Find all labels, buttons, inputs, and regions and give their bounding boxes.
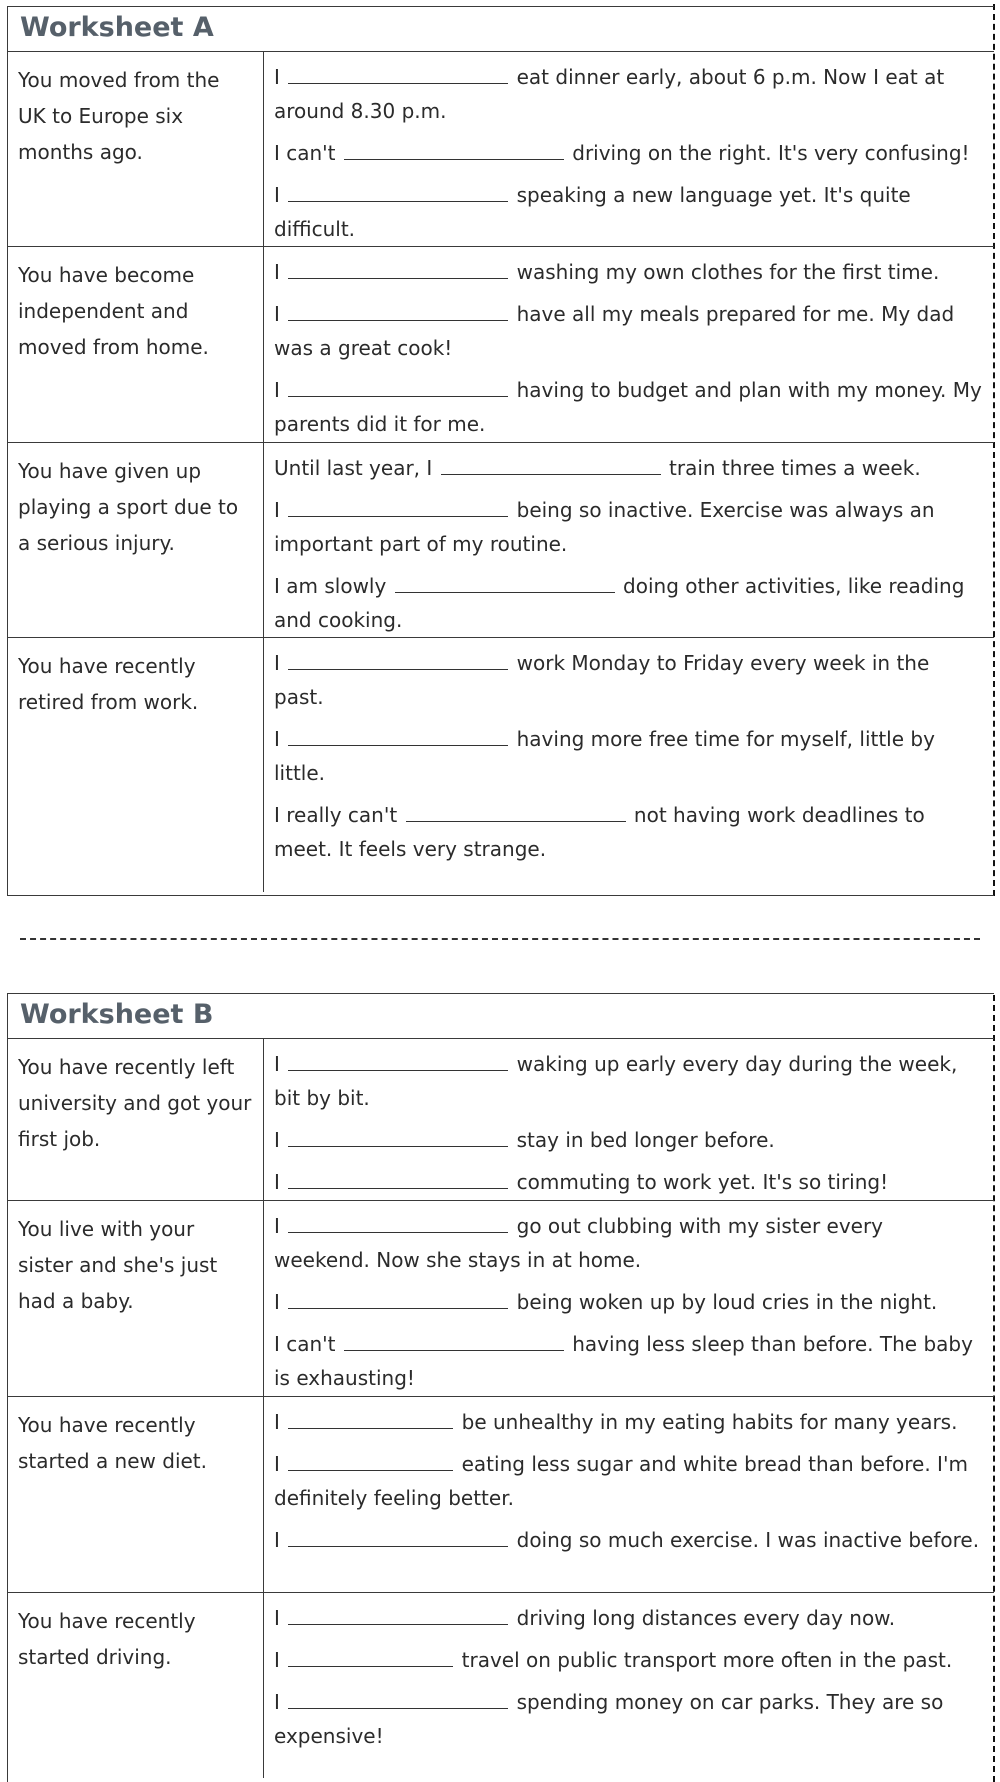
sentence-end: train three times a week. bbox=[669, 456, 921, 480]
answer-blank[interactable] bbox=[288, 1602, 508, 1625]
worksheet-a-row-4 bbox=[8, 638, 994, 892]
answer-blank[interactable] bbox=[288, 1166, 508, 1189]
sentence-start: I bbox=[274, 498, 280, 522]
worksheet-b-row-2 bbox=[8, 1201, 994, 1397]
gap-sentence bbox=[274, 1285, 984, 1319]
sentence-start: I bbox=[274, 378, 280, 402]
situation-text: You have given up playing a sport due to a serious injury. bbox=[8, 443, 264, 637]
sentence-start: I really can't bbox=[274, 803, 398, 827]
sentence-start: I bbox=[274, 1606, 280, 1630]
sentence-end: travel on public transport more often in the past. bbox=[461, 1648, 953, 1672]
sentence-end: eating less sugar and white bread than before. I'm definitely feeling better. bbox=[274, 1452, 968, 1510]
sentence-end: speaking a new language yet. It's quite difficult. bbox=[274, 183, 911, 241]
sentence-start: I bbox=[274, 1170, 280, 1194]
gap-sentence bbox=[274, 1601, 984, 1635]
gap-sentence bbox=[274, 1209, 984, 1277]
sentence-start: I bbox=[274, 260, 280, 284]
sentence-start: I bbox=[274, 1452, 280, 1476]
sentence-start: I can't bbox=[274, 141, 336, 165]
sentence-start: I bbox=[274, 1052, 280, 1076]
gap-sentence bbox=[274, 1047, 984, 1115]
worksheet-b-row-3 bbox=[8, 1397, 994, 1593]
gap-sentence bbox=[274, 136, 984, 170]
situation-text: You have recently started a new diet. bbox=[8, 1397, 264, 1592]
worksheet-b-row-4 bbox=[8, 1593, 994, 1778]
sentence-start: I bbox=[274, 1290, 280, 1314]
worksheet-a bbox=[7, 6, 994, 896]
sentence-start: I am slowly bbox=[274, 574, 387, 598]
answer-blank[interactable] bbox=[288, 1448, 453, 1471]
sentence-list bbox=[264, 1593, 994, 1778]
answer-blank[interactable] bbox=[288, 494, 508, 517]
worksheet-b-row-1 bbox=[8, 1039, 994, 1201]
sentence-end: having more free time for myself, little by little. bbox=[274, 727, 935, 785]
sentence-start: I can't bbox=[274, 1332, 336, 1356]
gap-sentence bbox=[274, 569, 984, 637]
worksheet-a-row-2 bbox=[8, 247, 994, 443]
gap-sentence bbox=[274, 722, 984, 790]
worksheet-b-title: Worksheet B bbox=[20, 999, 214, 1030]
sentence-end: spending money on car parks. They are so expensive! bbox=[274, 1690, 944, 1748]
gap-sentence bbox=[274, 1405, 984, 1439]
answer-blank[interactable] bbox=[288, 298, 508, 321]
answer-blank[interactable] bbox=[288, 1048, 508, 1071]
situation-text: You have recently started driving. bbox=[8, 1593, 264, 1778]
sentence-end: having less sleep than before. The baby is exhausting! bbox=[274, 1332, 973, 1390]
gap-sentence bbox=[274, 1523, 984, 1557]
worksheet-a-row-1 bbox=[8, 52, 994, 247]
gap-sentence bbox=[274, 60, 984, 128]
sentence-start: I bbox=[274, 727, 280, 751]
answer-blank[interactable] bbox=[288, 647, 508, 670]
answer-blank[interactable] bbox=[288, 723, 508, 746]
sentence-list bbox=[264, 1201, 994, 1396]
gap-sentence bbox=[274, 646, 984, 714]
sentence-start: I bbox=[274, 65, 280, 89]
situation-text: You have recently left university and got your first job. bbox=[8, 1039, 264, 1200]
answer-blank[interactable] bbox=[441, 452, 661, 475]
answer-blank[interactable] bbox=[288, 1686, 508, 1709]
gap-sentence bbox=[274, 798, 984, 866]
gap-sentence bbox=[274, 178, 984, 246]
situation-text: You moved from the UK to Europe six months ago. bbox=[8, 52, 264, 246]
sentence-end: being woken up by loud cries in the night. bbox=[516, 1290, 938, 1314]
sentence-end: washing my own clothes for the first time. bbox=[516, 260, 940, 284]
sentence-end: being so inactive. Exercise was always an important part of my routine. bbox=[274, 498, 935, 556]
answer-blank[interactable] bbox=[288, 374, 508, 397]
sentence-list bbox=[264, 52, 994, 246]
gap-sentence bbox=[274, 1123, 984, 1157]
worksheet-a-title: Worksheet A bbox=[20, 12, 214, 43]
situation-text: You have recently retired from work. bbox=[8, 638, 264, 892]
sentence-start: I bbox=[274, 302, 280, 326]
sentence-start: Until last year, I bbox=[274, 456, 433, 480]
sentence-end: be unhealthy in my eating habits for many years. bbox=[461, 1410, 958, 1434]
sentence-start: I bbox=[274, 183, 280, 207]
sentence-end: work Monday to Friday every week in the past. bbox=[274, 651, 930, 709]
cut-line-horizontal bbox=[20, 938, 980, 940]
answer-blank[interactable] bbox=[288, 256, 508, 279]
sentence-start: I bbox=[274, 1648, 280, 1672]
gap-sentence bbox=[274, 1447, 984, 1515]
sentence-list bbox=[264, 1039, 994, 1200]
gap-sentence bbox=[274, 1165, 984, 1199]
gap-sentence bbox=[274, 1643, 984, 1677]
sentence-end: go out clubbing with my sister every weekend. Now she stays in at home. bbox=[274, 1214, 884, 1272]
sentence-end: waking up early every day during the week, bit by bit. bbox=[274, 1052, 958, 1110]
sentence-end: stay in bed longer before. bbox=[516, 1128, 775, 1152]
worksheet-a-row-3 bbox=[8, 443, 994, 638]
worksheet-a-header bbox=[8, 6, 994, 52]
sentence-end: have all my meals prepared for me. My dad was a great cook! bbox=[274, 302, 955, 360]
answer-blank[interactable] bbox=[288, 179, 508, 202]
worksheet-b-header bbox=[8, 993, 994, 1039]
worksheet-b bbox=[7, 993, 994, 1782]
sentence-start: I bbox=[274, 1690, 280, 1714]
answer-blank[interactable] bbox=[288, 1524, 508, 1547]
answer-blank[interactable] bbox=[288, 1286, 508, 1309]
sentence-end: doing so much exercise. I was inactive before. bbox=[516, 1528, 980, 1552]
sentence-end: doing other activities, like reading and cooking. bbox=[274, 574, 965, 632]
answer-blank[interactable] bbox=[288, 1644, 453, 1667]
answer-blank[interactable] bbox=[288, 1406, 453, 1429]
sentence-start: I bbox=[274, 1410, 280, 1434]
sentence-end: not having work deadlines to meet. It feels very strange. bbox=[274, 803, 925, 861]
sentence-start: I bbox=[274, 1128, 280, 1152]
answer-blank[interactable] bbox=[288, 1210, 508, 1233]
sentence-list bbox=[264, 638, 994, 892]
answer-blank[interactable] bbox=[406, 799, 626, 822]
gap-sentence bbox=[274, 451, 984, 485]
sentence-start: I bbox=[274, 651, 280, 675]
answer-blank[interactable] bbox=[344, 137, 564, 160]
sentence-end: commuting to work yet. It's so tiring! bbox=[516, 1170, 889, 1194]
gap-sentence bbox=[274, 373, 984, 441]
sentence-end: eat dinner early, about 6 p.m. Now I eat at around 8.30 p.m. bbox=[274, 65, 945, 123]
answer-blank[interactable] bbox=[395, 570, 615, 593]
sentence-end: driving on the right. It's very confusing! bbox=[572, 141, 970, 165]
sentence-list bbox=[264, 247, 994, 442]
answer-blank[interactable] bbox=[288, 1124, 508, 1147]
gap-sentence bbox=[274, 297, 984, 365]
sentence-end: driving long distances every day now. bbox=[516, 1606, 896, 1630]
gap-sentence bbox=[274, 1685, 984, 1753]
answer-blank[interactable] bbox=[288, 61, 508, 84]
sentence-start: I bbox=[274, 1528, 280, 1552]
sentence-list bbox=[264, 1397, 994, 1592]
situation-text: You have become independent and moved from home. bbox=[8, 247, 264, 442]
sentence-start: I bbox=[274, 1214, 280, 1238]
gap-sentence bbox=[274, 1327, 984, 1395]
answer-blank[interactable] bbox=[344, 1328, 564, 1351]
gap-sentence bbox=[274, 493, 984, 561]
gap-sentence bbox=[274, 255, 984, 289]
sentence-end: having to budget and plan with my money. My parents did it for me. bbox=[274, 378, 982, 436]
situation-text: You live with your sister and she's just had a baby. bbox=[8, 1201, 264, 1396]
sentence-list bbox=[264, 443, 994, 637]
